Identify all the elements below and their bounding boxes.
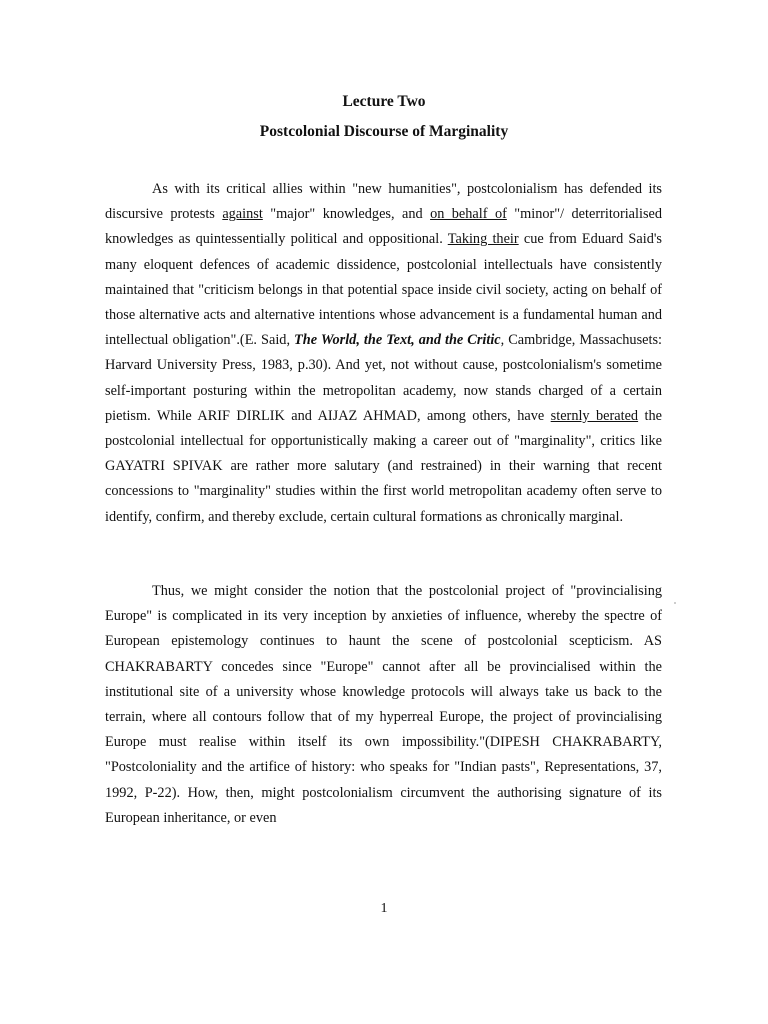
p1-text-2: "major" knowledges, and (262, 206, 431, 223)
p1-underline-on-behalf-of: on behalf of (430, 206, 507, 223)
p1-underline-taking-their: Taking their (447, 231, 519, 248)
lecture-subtitle: Postcolonial Discourse of Marginality (259, 123, 509, 140)
p1-underline-against: against (222, 206, 263, 223)
paragraph-2 (105, 579, 662, 831)
page-number: 1 (380, 901, 388, 916)
p1-text-6: the postcolonial intellectual for opportunistically making a career out of "marginality", critics like GAYATRI SPIVAK are rather more salutary (and restrained) in their warning that recent concessions to "marginality" studies within the first world metropolitan academy often serve to identify, confirm, and thereby exclude, certain cultural formations as chronically marginal. (105, 407, 662, 525)
p1-book-title: The World, the Text, and the Critic (294, 332, 501, 349)
p1-text-5: , Cambridge, Massachusets: Harvard University Press, 1983, p.30). And yet, not without cause, postcolonialism's sometime self-important posturing within the metropolitan academy, now stands charged of a certain pietism. While ARIF DIRLIK and AIJAZ AHMAD, among others, have (105, 332, 662, 424)
p1-text-4: cue from Eduard Said's many eloquent defences of academic dissidence, postcolonial intellectuals have consistently maintained that "criticism belongs in that potential space inside civil society, acting on behalf of those alternative acts and alternative intentions whose advancement is a fundamental human and intellectual obligation".(E. Said, (105, 231, 662, 349)
lecture-title: Lecture Two (342, 93, 426, 110)
scan-speck (674, 602, 676, 604)
p1-underline-sternly-berated: sternly berated (550, 407, 639, 424)
p2-text-1: Thus, we might consider the notion that the postcolonial project of "provincialising Europe" is complicated in its very inception by anxieties of influence, whereby the spectre of European epistemology continues to haunt the scene of postcolonial scepticism. AS CHAKRABARTY concedes since "Europe" cannot after all be provincialised within the institutional site of a university whose knowledge protocols will always take us back to the terrain, where all contours follow that of my hyperreal Europe, the project of provincialising Europe must realise within itself its own impossibility."(DIPESH CHAKRABARTY, "Postcoloniality and the artifice of history: who speaks for "Indian pasts", Representations, 37, 1992, P-22). How, then, might postcolonialism circumvent the authorising signature of its European inheritance, or even (105, 583, 662, 826)
p1-text-3: "minor"/ deterritorialised knowledges as quintessentially political and oppositional. (105, 206, 663, 248)
paragraph-1 (105, 177, 662, 530)
p1-text-1: As with its critical allies within "new humanities", postcolonialism has defended its discursive protests (105, 181, 662, 223)
